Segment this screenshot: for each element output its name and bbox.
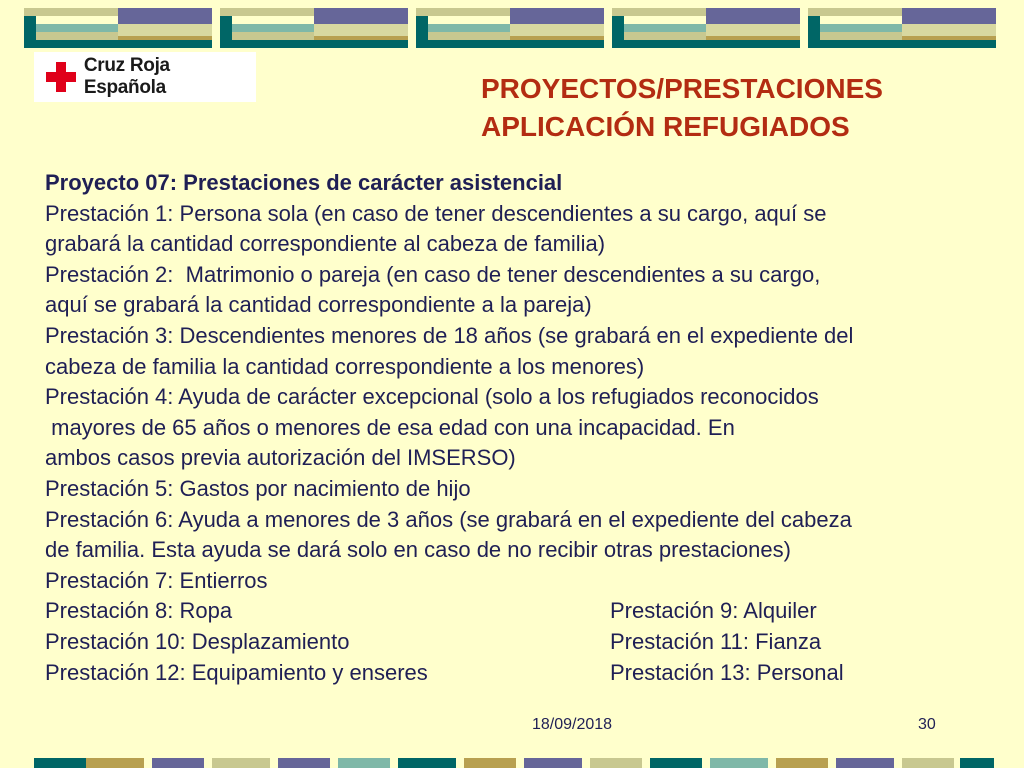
benefit-pair-row xyxy=(45,627,1005,658)
logo-text: Cruz Roja Española xyxy=(83,55,170,98)
body-line: Prestación 3: Descendientes menores de 18 años (se grabará en el expediente del xyxy=(45,322,854,348)
body-line: de familia. Esta ayuda se dará solo en caso de no recibir otras prestaciones) xyxy=(45,537,791,563)
body-line: Prestación 4: Ayuda de carácter excepcional (solo a los refugiados reconocidos xyxy=(45,384,819,410)
slide-title xyxy=(481,70,883,146)
body-line: aquí se grabará la cantidad correspondiente a la pareja) xyxy=(45,292,592,318)
body-line: Prestación 6: Ayuda a menores de 3 años (se grabará en el expediente del cabeza xyxy=(45,506,852,532)
footer-date: 18/09/2018 xyxy=(532,716,613,733)
title-line-1: PROYECTOS/PRESTACIONES xyxy=(481,73,883,104)
benefit-left: Prestación 12: Equipamiento y enseres xyxy=(45,659,428,685)
banner-block xyxy=(24,8,212,48)
body-line: Prestación 5: Gastos por nacimiento de hijo xyxy=(45,475,471,501)
body-line: mayores de 65 años o menores de esa edad con una incapacidad. En xyxy=(45,414,735,440)
top-decorative-banner xyxy=(24,8,1000,48)
banner-block xyxy=(220,8,408,48)
body-line: Prestación 2: Matrimonio o pareja (en caso de tener descendientes a su cargo, xyxy=(45,261,821,287)
bottom-decorative-strip xyxy=(34,758,994,768)
benefit-right: Prestación 13: Personal xyxy=(610,659,844,685)
banner-block xyxy=(612,8,800,48)
project-heading: Proyecto 07: Prestaciones de carácter asistencial xyxy=(45,170,563,195)
benefit-left: Prestación 10: Desplazamiento xyxy=(45,628,350,654)
benefit-right: Prestación 11: Fianza xyxy=(610,628,822,654)
benefit-pair-row xyxy=(45,596,1005,627)
benefit-pair-row xyxy=(45,658,1005,689)
title-line-2: APLICACIÓN REFUGIADOS xyxy=(481,111,850,142)
banner-block xyxy=(416,8,604,48)
body-line: Prestación 7: Entierros xyxy=(45,567,268,593)
body-line: grabará la cantidad correspondiente al cabeza de familia) xyxy=(45,231,606,257)
red-cross-icon xyxy=(46,62,76,92)
footer-page-number: 30 xyxy=(918,716,936,733)
slide-body xyxy=(45,168,1005,688)
body-line: ambos casos previa autorización del IMSERSO) xyxy=(45,445,516,471)
body-line: cabeza de familia la cantidad correspondiente a los menores) xyxy=(45,353,645,379)
cruz-roja-logo xyxy=(34,52,256,102)
benefit-right: Prestación 9: Alquiler xyxy=(610,598,817,624)
body-line: Prestación 1: Persona sola (en caso de tener descendientes a su cargo, aquí se xyxy=(45,200,827,226)
benefit-left: Prestación 8: Ropa xyxy=(45,598,233,624)
banner-block xyxy=(808,8,996,48)
